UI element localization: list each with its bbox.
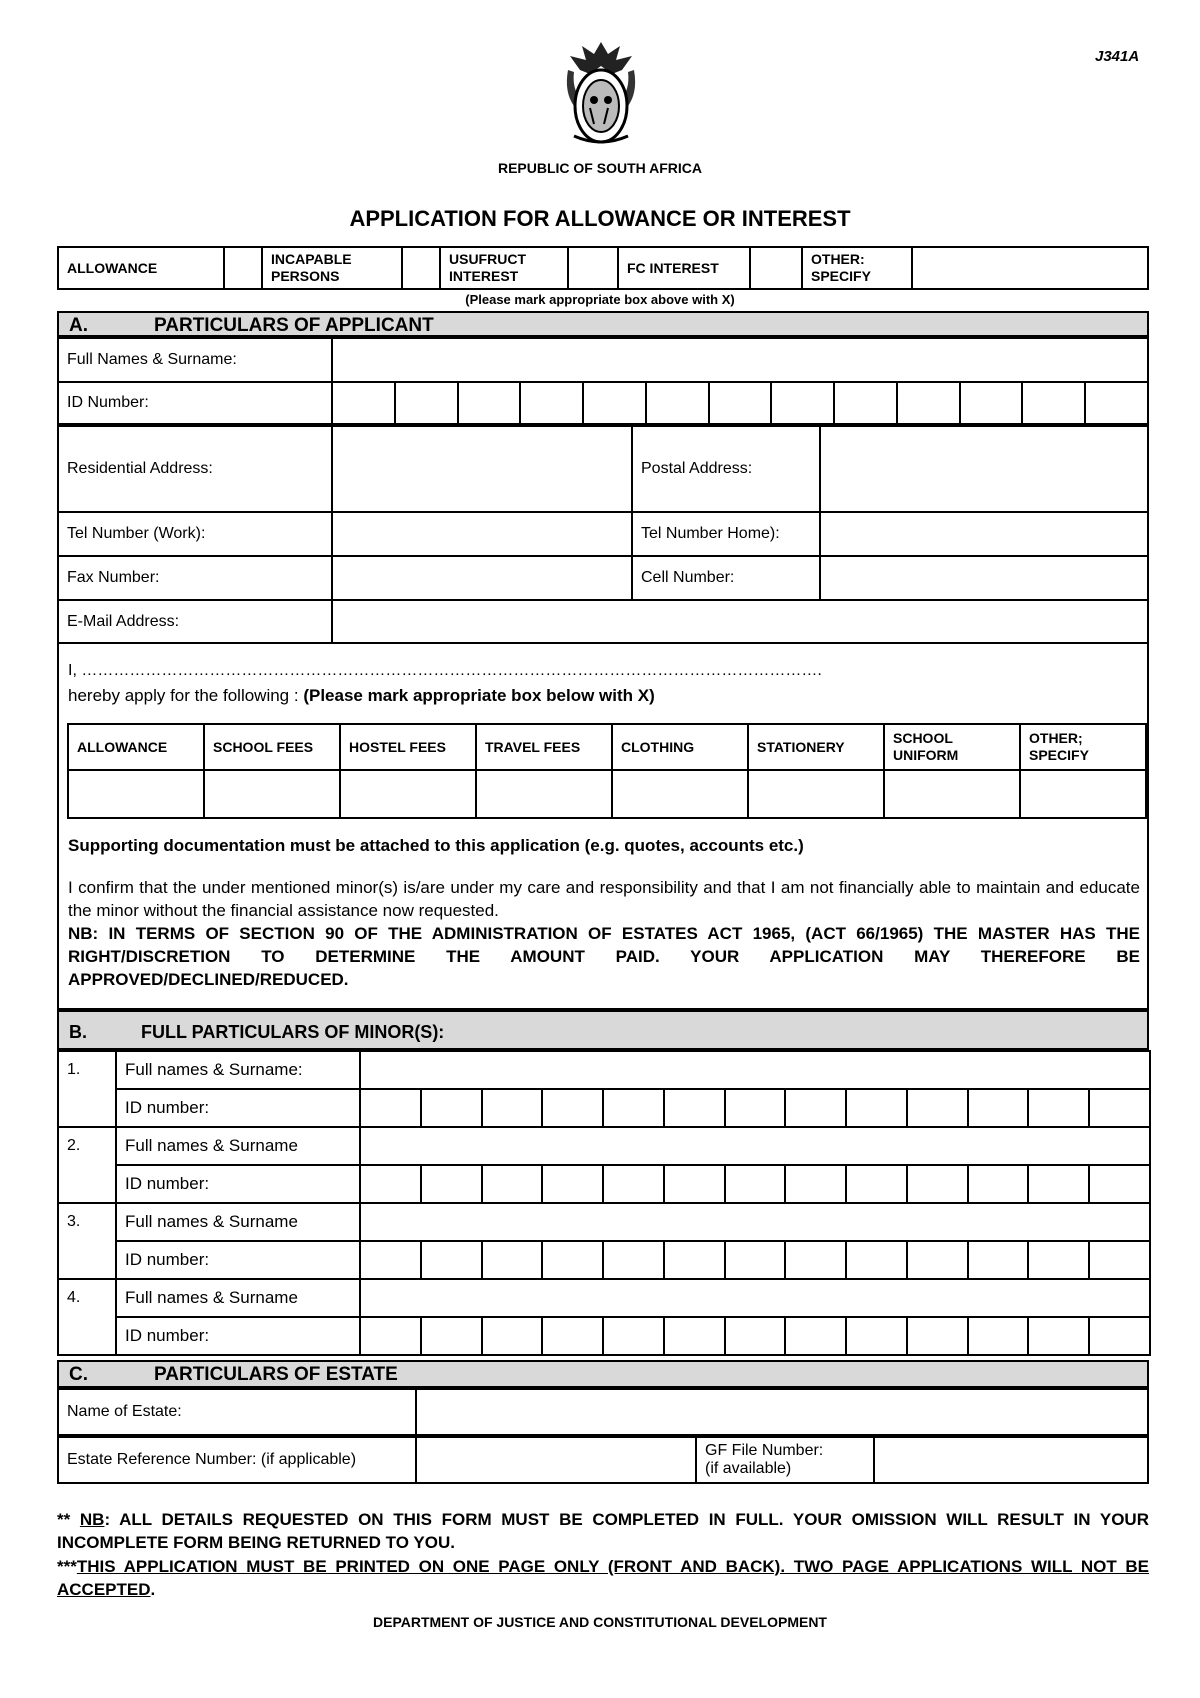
estate-name-table [57, 1388, 1149, 1436]
tel-home-label: Tel Number Home): [632, 512, 820, 556]
minor-id-digit-6[interactable] [664, 1241, 725, 1279]
apply-text: hereby apply for the following : [68, 686, 304, 705]
minor-id-digit-11[interactable] [968, 1089, 1029, 1127]
minor-id-digit-12[interactable] [1028, 1165, 1089, 1203]
minor-names-input[interactable] [360, 1203, 1150, 1241]
minor-id-digit-11[interactable] [968, 1241, 1029, 1279]
id-number-table [57, 381, 1149, 425]
minor-number: 2. [58, 1127, 116, 1203]
id-digit-11[interactable] [960, 382, 1023, 424]
minor-id-digit-13[interactable] [1089, 1241, 1150, 1279]
supporting-docs-note: Supporting documentation must be attached to this application (e.g. quotes, accounts etc.) [68, 836, 804, 855]
section-c-heading: PARTICULARS OF ESTATE [154, 1364, 398, 1385]
contact-details-table [57, 425, 1149, 601]
type-checkbox-incapable[interactable] [402, 247, 440, 289]
apply-box-school-fees[interactable] [204, 770, 340, 818]
minor-id-row [58, 1089, 1150, 1127]
coat-of-arms-logo [560, 40, 642, 152]
minor-id-digit-1[interactable] [360, 1317, 421, 1355]
id-digit-8[interactable] [771, 382, 834, 424]
type-label-incapable: INCAPABLE PERSONS [262, 247, 402, 289]
section-b-letter: B. [69, 1022, 87, 1042]
gf-file-input[interactable] [874, 1437, 1148, 1483]
section-a-heading: PARTICULARS OF APPLICANT [154, 315, 434, 336]
minor-id-digit-11[interactable] [968, 1165, 1029, 1203]
nb-statement: NB: IN TERMS OF SECTION 90 OF THE ADMINISTRATION OF ESTATES ACT 1965, (ACT 66/1965) THE MASTER HAS THE RIGHT/DISCRETION TO DETERMINE THE AMOUNT PAID. YOUR APPLICATION MAY THEREFORE BE APPROVED/DECLINED/REDUCED. [68, 924, 1140, 989]
minor-id-digit-9[interactable] [846, 1317, 907, 1355]
minor-id-digit-12[interactable] [1028, 1241, 1089, 1279]
minor-id-digit-5[interactable] [603, 1241, 664, 1279]
apply-box-travel-fees[interactable] [476, 770, 612, 818]
apply-box-stationery[interactable] [748, 770, 884, 818]
type-label-allowance: ALLOWANCE [58, 247, 224, 289]
minor-id-digit-6[interactable] [664, 1089, 725, 1127]
minor-id-digit-10[interactable] [907, 1089, 968, 1127]
minor-id-digit-9[interactable] [846, 1241, 907, 1279]
apply-options-table [67, 723, 1147, 819]
minor-number: 4. [58, 1279, 116, 1355]
minor-names-label: Full names & Surname [116, 1127, 360, 1165]
minor-id-row [58, 1165, 1150, 1203]
application-type-table [57, 246, 1149, 290]
section-b-header [57, 1010, 1149, 1050]
footer-nb-prefix: ** [57, 1510, 80, 1529]
estate-name-label: Name of Estate: [58, 1389, 416, 1435]
minor-id-digit-10[interactable] [907, 1317, 968, 1355]
form-code: J341A [1095, 48, 1140, 65]
minor-id-digit-3[interactable] [482, 1317, 543, 1355]
estate-ref-label: Estate Reference Number: (if applicable) [58, 1437, 416, 1483]
apply-box-clothing[interactable] [612, 770, 748, 818]
minor-id-digit-8[interactable] [785, 1089, 846, 1127]
full-names-input[interactable] [332, 338, 1148, 382]
email-label: E-Mail Address: [58, 600, 332, 643]
minor-id-digit-2[interactable] [421, 1241, 482, 1279]
footer-print-text: THIS APPLICATION MUST BE PRINTED ON ONE PAGE ONLY (FRONT AND BACK). TWO PAGE APPLICATIONS WILL NOT BE ACCEPTED [57, 1557, 1149, 1599]
minor-id-digit-12[interactable] [1028, 1089, 1089, 1127]
type-other-specify-input[interactable] [912, 247, 1148, 289]
minor-names-row [58, 1127, 1150, 1165]
tel-work-label: Tel Number (Work): [58, 512, 332, 556]
minor-id-digit-1[interactable] [360, 1241, 421, 1279]
minor-id-digit-9[interactable] [846, 1089, 907, 1127]
minor-id-label: ID number: [116, 1317, 360, 1355]
minor-id-digit-7[interactable] [725, 1317, 786, 1355]
minor-id-digit-7[interactable] [725, 1165, 786, 1203]
minor-id-digit-3[interactable] [482, 1089, 543, 1127]
full-names-label: Full Names & Surname: [58, 338, 332, 382]
page-title: APPLICATION FOR ALLOWANCE OR INTEREST [349, 206, 851, 231]
residential-address-input[interactable] [332, 426, 632, 512]
department-name: DEPARTMENT OF JUSTICE AND CONSTITUTIONAL DEVELOPMENT [373, 1614, 827, 1630]
apply-bold-text: (Please mark appropriate box below with X) [303, 686, 655, 705]
minor-id-label: ID number: [116, 1165, 360, 1203]
section-c-header [57, 1360, 1149, 1388]
footer-nb [57, 1508, 1149, 1554]
minor-id-label: ID number: [116, 1241, 360, 1279]
minor-id-digit-5[interactable] [603, 1089, 664, 1127]
apply-label-clothing: CLOTHING [612, 724, 748, 770]
email-input[interactable] [332, 600, 1148, 643]
id-digit-9[interactable] [834, 382, 897, 424]
postal-address-input[interactable] [820, 426, 1148, 512]
type-instruction: (Please mark appropriate box above with X) [465, 292, 735, 307]
footer-print-prefix: *** [57, 1557, 77, 1576]
minor-names-row [58, 1203, 1150, 1241]
minor-id-row [58, 1317, 1150, 1355]
id-digit-3[interactable] [458, 382, 521, 424]
cell-number-label: Cell Number: [632, 556, 820, 600]
type-label-other: OTHER: SPECIFY [802, 247, 912, 289]
gf-file-label [696, 1437, 874, 1483]
apply-box-hostel-fees[interactable] [340, 770, 476, 818]
minor-id-digit-13[interactable] [1089, 1165, 1150, 1203]
minor-number: 1. [58, 1051, 116, 1127]
minor-number: 3. [58, 1203, 116, 1279]
minor-names-input[interactable] [360, 1279, 1150, 1317]
apply-label-hostel-fees: HOSTEL FEES [340, 724, 476, 770]
minor-id-digit-4[interactable] [542, 1165, 603, 1203]
type-checkbox-fc-interest[interactable] [750, 247, 802, 289]
id-digit-7[interactable] [709, 382, 772, 424]
apply-label-stationery: STATIONERY [748, 724, 884, 770]
minor-id-digit-10[interactable] [907, 1165, 968, 1203]
residential-address-label: Residential Address: [58, 426, 332, 512]
id-digit-4[interactable] [520, 382, 583, 424]
minor-id-digit-5[interactable] [603, 1165, 664, 1203]
fax-number-input[interactable] [332, 556, 632, 600]
estate-reference-table [57, 1436, 1149, 1484]
minor-id-digit-2[interactable] [421, 1165, 482, 1203]
apply-label-other: OTHER; SPECIFY [1020, 724, 1146, 770]
minor-id-digit-6[interactable] [664, 1165, 725, 1203]
applicant-particulars-table [57, 337, 1149, 383]
section-c-letter: C. [69, 1364, 88, 1385]
minor-id-label: ID number: [116, 1089, 360, 1127]
minor-id-row [58, 1241, 1150, 1279]
minor-id-digit-12[interactable] [1028, 1317, 1089, 1355]
minor-id-digit-7[interactable] [725, 1241, 786, 1279]
minor-id-digit-1[interactable] [360, 1165, 421, 1203]
type-checkbox-usufruct[interactable] [568, 247, 618, 289]
declaration-name-line[interactable]: I, …………………………………………………………………………………………………………………………. [68, 662, 822, 679]
postal-address-label: Postal Address: [632, 426, 820, 512]
minor-names-input[interactable] [360, 1051, 1150, 1089]
minor-names-row [58, 1051, 1150, 1089]
gf-file-label-line1: GF File Number: [705, 1442, 824, 1459]
minor-id-digit-3[interactable] [482, 1165, 543, 1203]
minor-id-digit-1[interactable] [360, 1089, 421, 1127]
minor-id-digit-2[interactable] [421, 1089, 482, 1127]
id-digit-13[interactable] [1085, 382, 1148, 424]
minor-id-digit-5[interactable] [603, 1317, 664, 1355]
apply-box-other[interactable] [1020, 770, 1146, 818]
estate-name-input[interactable] [416, 1389, 1148, 1435]
minor-id-digit-3[interactable] [482, 1241, 543, 1279]
declaration-box [57, 642, 1149, 1010]
footer-print-suffix: . [150, 1580, 156, 1599]
minors-table [57, 1050, 1151, 1356]
minor-id-digit-11[interactable] [968, 1317, 1029, 1355]
minor-names-label: Full names & Surname [116, 1203, 360, 1241]
footer-print-note [57, 1555, 1149, 1601]
apply-label-allowance: ALLOWANCE [68, 724, 204, 770]
type-label-fc-interest: FC INTEREST [618, 247, 750, 289]
footer-nb-label: NB [79, 1510, 105, 1529]
minor-id-digit-9[interactable] [846, 1165, 907, 1203]
tel-work-input[interactable] [332, 512, 632, 556]
minor-id-digit-10[interactable] [907, 1241, 968, 1279]
minor-names-label: Full names & Surname: [116, 1051, 360, 1089]
apply-box-school-uniform[interactable] [884, 770, 1020, 818]
minor-id-digit-8[interactable] [785, 1165, 846, 1203]
minor-names-row [58, 1279, 1150, 1317]
minor-id-digit-4[interactable] [542, 1317, 603, 1355]
minor-id-digit-7[interactable] [725, 1089, 786, 1127]
minor-id-digit-4[interactable] [542, 1241, 603, 1279]
type-label-usufruct: USUFRUCT INTEREST [440, 247, 568, 289]
apply-label-school-uniform: SCHOOL UNIFORM [884, 724, 1020, 770]
section-a-header [57, 311, 1149, 337]
id-number-label: ID Number: [58, 382, 332, 424]
email-table [57, 599, 1149, 644]
minor-id-digit-8[interactable] [785, 1317, 846, 1355]
gf-file-label-line2: (if available) [705, 1460, 792, 1477]
fax-number-label: Fax Number: [58, 556, 332, 600]
minor-id-digit-13[interactable] [1089, 1317, 1150, 1355]
id-digit-10[interactable] [897, 382, 960, 424]
id-digit-12[interactable] [1022, 382, 1085, 424]
id-digit-6[interactable] [646, 382, 709, 424]
minor-id-digit-4[interactable] [542, 1089, 603, 1127]
section-b-heading: FULL PARTICULARS OF MINOR(S): [141, 1022, 445, 1042]
id-digit-5[interactable] [583, 382, 646, 424]
cell-number-input[interactable] [820, 556, 1148, 600]
footer-nb-text: : ALL DETAILS REQUESTED ON THIS FORM MUST BE COMPLETED IN FULL. YOUR OMISSION WILL RESULT IN YOUR INCOMPLETE FORM BEING RETURNED TO YOU. [57, 1510, 1149, 1552]
country-name: REPUBLIC OF SOUTH AFRICA [497, 160, 703, 176]
confirm-statement: I confirm that the under mentioned minor(s) is/are under my care and responsibility and that I am not financially able to maintain and educate the minor without the financial assistance now requested. [68, 878, 1140, 920]
apply-box-allowance[interactable] [68, 770, 204, 818]
minor-names-label: Full names & Surname [116, 1279, 360, 1317]
apply-label-travel-fees: TRAVEL FEES [476, 724, 612, 770]
minor-id-digit-6[interactable] [664, 1317, 725, 1355]
id-digit-2[interactable] [395, 382, 458, 424]
type-checkbox-allowance[interactable] [224, 247, 262, 289]
minor-names-input[interactable] [360, 1127, 1150, 1165]
minor-id-digit-8[interactable] [785, 1241, 846, 1279]
apply-label-school-fees: SCHOOL FEES [204, 724, 340, 770]
tel-home-input[interactable] [820, 512, 1148, 556]
id-digit-1[interactable] [332, 382, 395, 424]
minor-id-digit-2[interactable] [421, 1317, 482, 1355]
minor-id-digit-13[interactable] [1089, 1089, 1150, 1127]
apply-instruction [68, 686, 655, 706]
section-a-letter: A. [69, 315, 88, 336]
estate-ref-input[interactable] [416, 1437, 696, 1483]
